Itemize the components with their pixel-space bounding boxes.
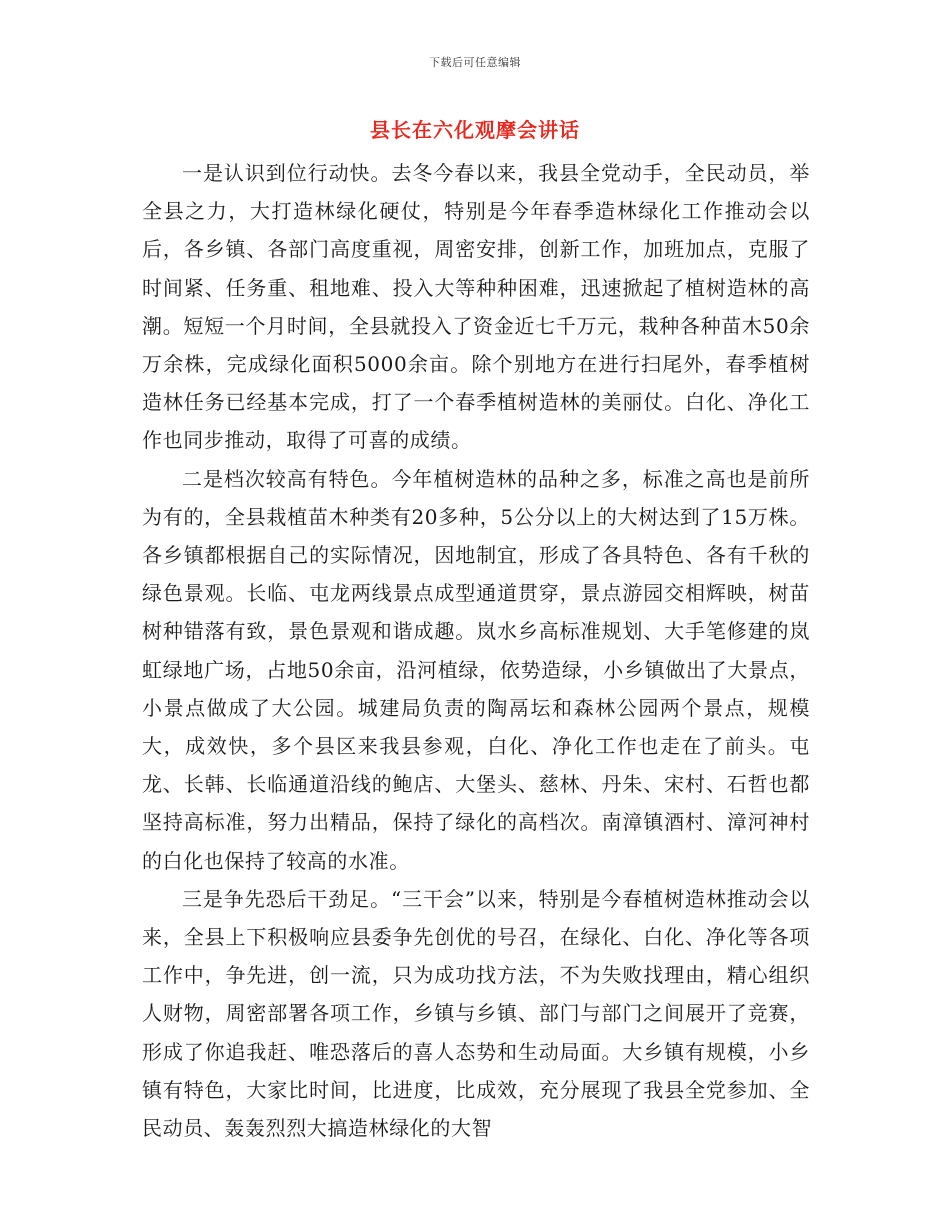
paragraph-1: 一是认识到位行动快。去冬今春以来，我县全党动手，全民动员，举全县之力，大打造林绿化硬仗，特别是今年春季造林绿化工作推动会以后，各乡镇、各部门高度重视，周密安排，创新工作，加班加点，克服了时间紧、任务重、租地难、投入大等种种困难，迅速掀起了植树造林的高潮。短短一个月时间，全县就投入了资金近七千万元，栽种各种苗木50余万余株，完成绿化面积5000余亩。除个别地方在进行扫尾外，春季植树造林任务已经基本完成，打了一个春季植树造林的美丽仗。白化、净化工作也同步推动，取得了可喜的成绩。 — [142, 161, 810, 453]
paragraph-3: 三是争先恐后干劲足。“三干会”以来，特别是今春植树造林推动会以来，全县上下积极响应县委争先创优的号召，在绿化、白化、净化等各项工作中，争先进，创一流，只为成功找方法，不为失败找理由，精心组织人财物，周密部署各项工作，乡镇与乡镇、部门与部门之间展开了竞赛，形成了你追我赶、唯恐落后的喜人态势和生动局面。大乡镇有规模，小乡镇有特色，大家比时间，比进度，比成效，充分展现了我县全党参加、全民动员、轰轰烈烈大搞造林绿化的大智 — [142, 886, 810, 1141]
document-body — [142, 154, 810, 1147]
header-note: 下载后可任意编辑 — [429, 56, 521, 69]
document-title: 县长在六化观摩会讲话 — [370, 118, 580, 142]
paragraph-2: 二是档次较高有特色。今年植树造林的品种之多，标准之高也是前所为有的，全县栽植苗木种类有20多种，5公分以上的大树达到了15万株。各乡镇都根据自己的实际情况，因地制宜，形成了各具特色、各有千秋的绿色景观。长临、屯龙两线景点成型通道贯穿，景点游园交相辉映，树苗树种错落有致，景色景观和谐成趣。岚水乡高标准规划、大手笔修建的岚虹绿地广场，占地50余亩，沿河植绿，依势造绿，小乡镇做出了大景点，小景点做成了大公园。城建局负责的陶鬲坛和森林公园两个景点，规模大，成效快，多个县区来我县参观，白化、净化工作也走在了前头。屯龙、长韩、长临通道沿线的鲍店、大堡头、慈林、丹朱、宋村、石哲也都坚持高标准，努力出精品，保持了绿化的高档次。南漳镇酒村、漳河神村的白化也保持了较高的水准。 — [142, 466, 810, 873]
